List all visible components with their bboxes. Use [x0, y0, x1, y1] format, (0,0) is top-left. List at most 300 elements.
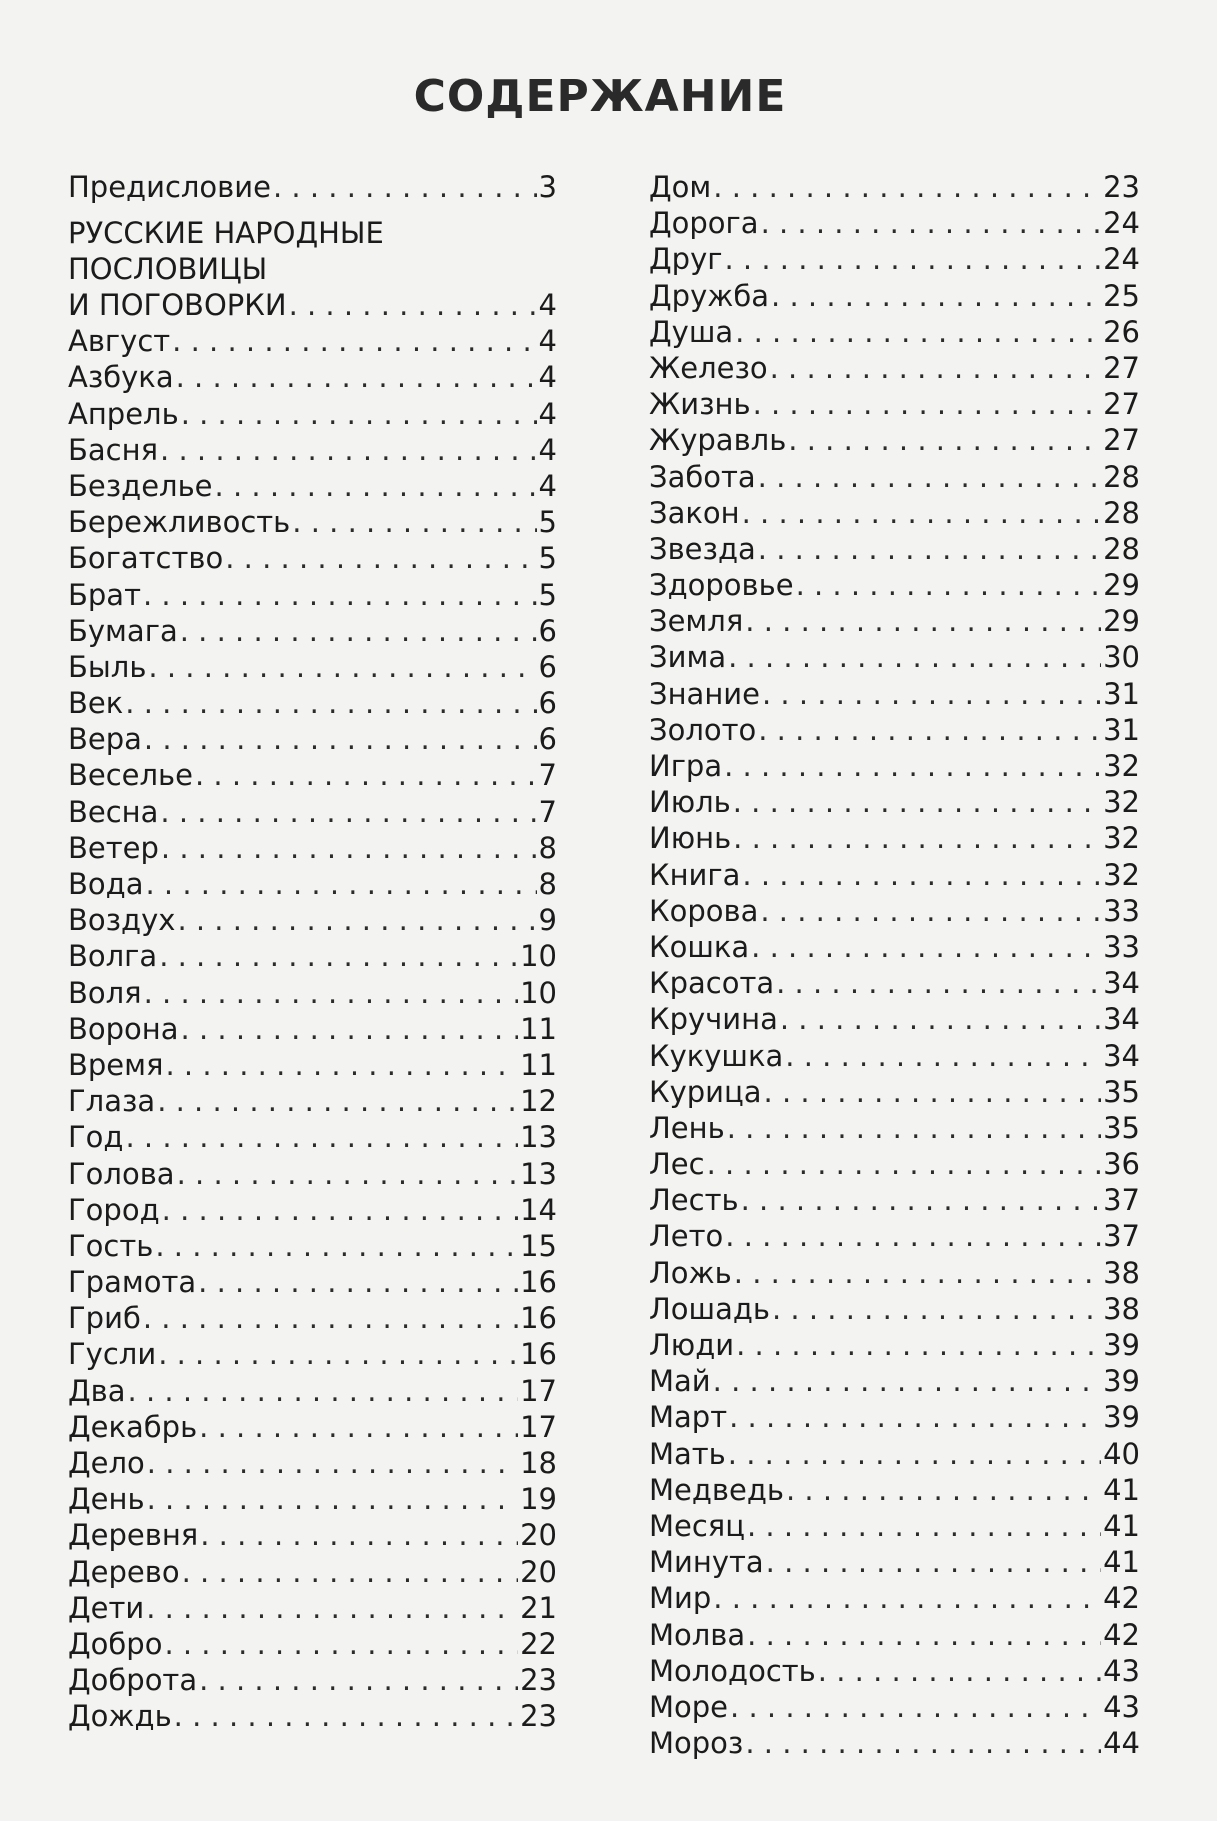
- toc-entry[interactable]: [68, 468, 557, 504]
- section-heading[interactable]: [68, 215, 557, 323]
- toc-entry[interactable]: [68, 1517, 557, 1553]
- dot-leader: [731, 820, 1101, 856]
- toc-entry[interactable]: [68, 938, 557, 974]
- entry-page-number: 16: [520, 1337, 557, 1372]
- entry-page-number: 24: [1103, 206, 1140, 241]
- entry-title: И ПОГОВОРКИ: [68, 288, 287, 323]
- entry-page-number: 43: [1103, 1653, 1140, 1688]
- dot-leader: [179, 396, 537, 432]
- entry-title: Город: [68, 1192, 160, 1227]
- dot-leader: [727, 1399, 1101, 1435]
- entry-title: Безделье: [68, 468, 213, 503]
- entry-page-number: 4: [538, 288, 557, 323]
- toc-entry[interactable]: [649, 929, 1140, 965]
- toc-entry[interactable]: [68, 794, 557, 830]
- entry-title: Лето: [649, 1219, 724, 1254]
- entry-title: Воздух: [68, 903, 176, 938]
- entry-title: Бережливость: [68, 505, 291, 540]
- entry-page-number: 33: [1103, 929, 1140, 964]
- entry-page-number: 4: [538, 324, 557, 359]
- entry-page-number: 39: [1103, 1364, 1140, 1399]
- entry-page-number: 3: [538, 170, 557, 204]
- dot-leader: [759, 205, 1102, 241]
- entry-page-number: 17: [520, 1373, 557, 1408]
- dot-leader: [740, 857, 1101, 893]
- toc-entry[interactable]: [68, 1119, 557, 1155]
- dot-leader: [197, 1409, 518, 1445]
- toc-entry[interactable]: [649, 169, 1140, 205]
- toc-entry[interactable]: [649, 531, 1140, 567]
- toc-entry[interactable]: [68, 685, 557, 721]
- dot-leader: [783, 1038, 1101, 1074]
- toc-entry[interactable]: [68, 830, 557, 866]
- dot-leader: [163, 1047, 518, 1083]
- entry-title: Дети: [68, 1590, 145, 1625]
- toc-entry[interactable]: [68, 1336, 557, 1372]
- dot-leader: [213, 468, 537, 504]
- entry-page-number: 22: [520, 1626, 557, 1661]
- entry-page-number: 39: [1103, 1328, 1140, 1362]
- dot-leader: [731, 784, 1101, 820]
- toc-entry[interactable]: [649, 1472, 1140, 1508]
- entry-title: Время: [68, 1047, 164, 1082]
- entry-title: Предисловие: [68, 170, 271, 204]
- entry-page-number: 23: [1103, 170, 1140, 204]
- toc-entry[interactable]: [68, 1156, 557, 1192]
- entry-page-number: 31: [1103, 676, 1140, 711]
- entry-title: Минута: [649, 1545, 764, 1580]
- dot-leader: [144, 1590, 518, 1626]
- toc-entry[interactable]: [68, 1192, 557, 1228]
- entry-page-number: 4: [538, 360, 557, 395]
- toc-entry[interactable]: [68, 504, 557, 540]
- entry-page-number: 36: [1103, 1147, 1140, 1182]
- entry-title: Басня: [68, 432, 159, 467]
- dot-leader: [180, 1554, 519, 1590]
- entry-title: Лошадь: [649, 1291, 770, 1326]
- entry-title: Дом: [649, 170, 712, 204]
- entry-title: Грамота: [68, 1265, 197, 1300]
- entry-title: Лес: [649, 1147, 705, 1182]
- dot-leader: [745, 1508, 1101, 1544]
- dot-leader: [774, 965, 1101, 1001]
- entry-title: Дождь: [68, 1699, 172, 1734]
- toc-entry[interactable]: [649, 314, 1140, 350]
- dot-leader: [764, 1544, 1101, 1580]
- entry-title: Воля: [68, 975, 142, 1010]
- entry-title: Год: [68, 1120, 124, 1155]
- dot-leader: [271, 169, 537, 205]
- dot-leader: [725, 1110, 1101, 1146]
- entry-page-number: 6: [538, 649, 557, 684]
- toc-entry[interactable]: [649, 965, 1140, 1001]
- toc-entry[interactable]: [68, 1409, 557, 1445]
- entry-title: Быль: [68, 649, 147, 684]
- entry-title: Два: [68, 1373, 126, 1408]
- entry-title: Азбука: [68, 360, 174, 395]
- entry-page-number: 39: [1103, 1400, 1140, 1435]
- toc-entry[interactable]: [649, 893, 1140, 929]
- dot-leader: [723, 1218, 1101, 1254]
- entry-title: Июнь: [649, 821, 732, 856]
- entry-page-number: 27: [1103, 387, 1140, 422]
- toc-entry[interactable]: [68, 757, 557, 793]
- dot-leader: [756, 459, 1101, 495]
- entry-title: Бумага: [68, 613, 178, 648]
- toc-entry[interactable]: [68, 432, 557, 468]
- entry-title: Брат: [68, 577, 141, 612]
- toc-left-column: [68, 169, 557, 1735]
- entry-page-number: 42: [1103, 1617, 1140, 1652]
- dot-leader: [153, 1228, 518, 1264]
- entry-title: Август: [68, 324, 171, 359]
- toc-entry[interactable]: [649, 857, 1140, 893]
- toc-entry[interactable]: [649, 1544, 1140, 1580]
- dot-leader: [141, 1300, 518, 1336]
- toc-entry[interactable]: [68, 1264, 557, 1300]
- entry-title: Медведь: [649, 1472, 784, 1507]
- dot-leader: [170, 323, 536, 359]
- dot-leader: [756, 531, 1101, 567]
- entry-page-number: 34: [1103, 1038, 1140, 1073]
- toc-entry[interactable]: [68, 902, 557, 938]
- dot-leader: [156, 1336, 518, 1372]
- entry-title: Мир: [649, 1581, 712, 1616]
- toc-entry-preface[interactable]: [68, 169, 557, 205]
- toc-entry[interactable]: [68, 1373, 557, 1409]
- dot-leader: [143, 866, 536, 902]
- toc-entry[interactable]: [649, 1038, 1140, 1074]
- dot-leader: [141, 577, 537, 613]
- dot-leader: [762, 1074, 1102, 1110]
- entry-title: Друг: [649, 242, 723, 277]
- entry-title: Книга: [649, 857, 741, 892]
- entry-title: Люди: [649, 1328, 735, 1362]
- entry-page-number: 11: [520, 1011, 557, 1046]
- dot-leader: [751, 386, 1102, 422]
- toc-right-entries: [649, 169, 1140, 1761]
- dot-leader: [178, 613, 537, 649]
- toc-entry[interactable]: [68, 1698, 557, 1734]
- entry-title: Вода: [68, 867, 144, 901]
- entry-page-number: 20: [520, 1554, 557, 1589]
- entry-title: Забота: [649, 459, 756, 494]
- entry-title: Мать: [649, 1436, 726, 1471]
- dot-leader: [290, 504, 536, 540]
- entry-page-number: 34: [1103, 1002, 1140, 1037]
- toc-entry[interactable]: [649, 1580, 1140, 1616]
- toc-entry[interactable]: [649, 459, 1140, 495]
- dot-leader: [743, 603, 1101, 639]
- entry-title: Волга: [68, 939, 158, 974]
- entry-title: Золото: [649, 712, 757, 747]
- toc-entry[interactable]: [649, 784, 1140, 820]
- toc-entry[interactable]: [649, 1399, 1140, 1435]
- dot-leader: [743, 1725, 1101, 1761]
- toc-entry[interactable]: [649, 676, 1140, 712]
- dot-leader: [711, 1363, 1101, 1399]
- entry-page-number: 29: [1103, 604, 1140, 639]
- entry-page-number: 10: [520, 939, 557, 974]
- dot-leader: [158, 432, 537, 468]
- entry-page-number: 33: [1103, 893, 1140, 928]
- toc-entry[interactable]: [68, 1445, 557, 1481]
- section-heading-last-line: [68, 287, 557, 323]
- toc-entry[interactable]: [68, 1590, 557, 1626]
- entry-title: Знание: [649, 676, 760, 711]
- entry-page-number: 29: [1103, 568, 1140, 603]
- entry-page-number: 32: [1103, 857, 1140, 892]
- dot-leader: [711, 169, 1101, 205]
- entry-page-number: 28: [1103, 459, 1140, 494]
- dot-leader: [158, 794, 536, 830]
- entry-page-number: 17: [520, 1409, 557, 1444]
- toc-entry[interactable]: [649, 712, 1140, 748]
- entry-title: Закон: [649, 495, 740, 530]
- toc-entry[interactable]: [68, 540, 557, 576]
- entry-page-number: 35: [1103, 1074, 1140, 1109]
- toc-entry[interactable]: [68, 396, 557, 432]
- entry-page-number: 4: [538, 396, 557, 431]
- entry-title: Месяц: [649, 1508, 745, 1543]
- toc-entry[interactable]: [649, 1110, 1140, 1146]
- entry-title: Душа: [649, 314, 734, 349]
- entry-title: Ветер: [68, 830, 159, 865]
- entry-title: Богатство: [68, 541, 224, 576]
- toc-right-column: [649, 169, 1140, 1761]
- entry-title: Жизнь: [649, 387, 751, 422]
- toc-entry[interactable]: [649, 241, 1140, 277]
- dot-leader: [722, 241, 1101, 277]
- dot-leader: [732, 1255, 1101, 1291]
- entry-page-number: 42: [1103, 1581, 1140, 1616]
- toc-entry[interactable]: [649, 1146, 1140, 1182]
- entry-title: Море: [649, 1689, 729, 1724]
- entry-title: Веселье: [68, 758, 193, 793]
- entry-page-number: 32: [1103, 785, 1140, 820]
- toc-entry[interactable]: [68, 1047, 557, 1083]
- dot-leader: [193, 757, 537, 793]
- entry-title: Добро: [68, 1626, 163, 1661]
- toc-entry[interactable]: [649, 1182, 1140, 1218]
- entry-page-number: 41: [1103, 1508, 1140, 1543]
- entry-page-number: 15: [520, 1228, 557, 1263]
- toc-entry[interactable]: [68, 721, 557, 757]
- entry-title: Дело: [68, 1446, 145, 1480]
- dot-leader: [756, 712, 1101, 748]
- dot-leader: [760, 676, 1101, 712]
- entry-title: День: [68, 1482, 145, 1517]
- toc-entry[interactable]: [649, 1689, 1140, 1725]
- toc-entry[interactable]: [68, 975, 557, 1011]
- dot-leader: [223, 540, 536, 576]
- toc-entry[interactable]: [68, 1228, 557, 1264]
- dot-leader: [196, 1264, 518, 1300]
- toc-entry[interactable]: [649, 278, 1140, 314]
- toc-entry[interactable]: [649, 1001, 1140, 1037]
- toc-entry[interactable]: [649, 1255, 1140, 1291]
- entry-title: Звезда: [649, 531, 756, 566]
- toc-entry[interactable]: [68, 359, 557, 395]
- toc-entry[interactable]: [649, 1363, 1140, 1399]
- dot-leader: [197, 1662, 518, 1698]
- entry-page-number: 13: [520, 1120, 557, 1155]
- toc-entry[interactable]: [68, 1662, 557, 1698]
- entry-title: Журавль: [649, 423, 787, 458]
- entry-page-number: 18: [520, 1446, 557, 1480]
- dot-leader: [733, 314, 1101, 350]
- entry-page-number: 6: [538, 722, 557, 757]
- toc-entry[interactable]: [649, 748, 1140, 784]
- dot-leader: [142, 721, 537, 757]
- entry-title: Лень: [649, 1110, 725, 1145]
- entry-title: Железо: [649, 350, 768, 385]
- toc-entry[interactable]: [649, 1617, 1140, 1653]
- page-title: СОДЕРЖАНИЕ: [413, 71, 787, 123]
- toc-entry[interactable]: [649, 603, 1140, 639]
- toc-entry[interactable]: [649, 495, 1140, 531]
- dot-leader: [758, 893, 1101, 929]
- toc-entry[interactable]: [68, 1481, 557, 1517]
- entry-page-number: 37: [1103, 1219, 1140, 1254]
- entry-page-number: 43: [1103, 1689, 1140, 1724]
- entry-title: Доброта: [68, 1663, 198, 1698]
- section-heading-line: ПОСЛОВИЦЫ: [68, 252, 268, 287]
- entry-page-number: 40: [1103, 1436, 1140, 1471]
- entry-title: Ложь: [649, 1255, 732, 1290]
- entry-title: Гриб: [68, 1301, 141, 1336]
- entry-title: Красота: [649, 966, 775, 1001]
- entry-page-number: 20: [520, 1518, 557, 1553]
- toc-entry[interactable]: [68, 866, 557, 902]
- dot-leader: [123, 685, 536, 721]
- entry-page-number: 9: [538, 903, 557, 938]
- entry-title: Здоровье: [649, 568, 794, 603]
- entry-page-number: 28: [1103, 495, 1140, 530]
- toc-entry[interactable]: [68, 1626, 557, 1662]
- entry-page-number: 10: [520, 975, 557, 1010]
- entry-page-number: 8: [538, 867, 557, 901]
- dot-leader: [175, 902, 536, 938]
- toc-entry[interactable]: [649, 422, 1140, 458]
- dot-leader: [145, 1445, 518, 1481]
- toc-entry[interactable]: [68, 577, 557, 613]
- dot-leader: [155, 1083, 518, 1119]
- entry-title: Весна: [68, 794, 159, 829]
- dot-leader: [728, 1689, 1101, 1725]
- toc-entry[interactable]: [649, 820, 1140, 856]
- toc-entry[interactable]: [68, 1083, 557, 1119]
- entry-page-number: 13: [520, 1156, 557, 1191]
- dot-leader: [162, 1626, 518, 1662]
- entry-page-number: 5: [538, 577, 557, 612]
- entry-page-number: 25: [1103, 278, 1140, 313]
- dot-leader: [745, 1617, 1101, 1653]
- toc-entry[interactable]: [649, 350, 1140, 386]
- dot-leader: [172, 1698, 518, 1734]
- toc-entry[interactable]: [68, 649, 557, 685]
- entry-page-number: 5: [538, 505, 557, 540]
- toc-entry[interactable]: [649, 639, 1140, 675]
- entry-title: Молодость: [649, 1653, 816, 1688]
- toc-entry[interactable]: [68, 1300, 557, 1336]
- entry-title: Корова: [649, 893, 759, 928]
- entry-title: Кручина: [649, 1002, 778, 1037]
- toc-entry[interactable]: [68, 613, 557, 649]
- dot-leader: [179, 1011, 519, 1047]
- toc-entry[interactable]: [649, 1074, 1140, 1110]
- entry-title: Май: [649, 1364, 711, 1399]
- entry-title: Гость: [68, 1228, 154, 1263]
- entry-page-number: 30: [1103, 640, 1140, 675]
- dot-leader: [159, 830, 537, 866]
- toc-entry[interactable]: [649, 386, 1140, 422]
- entry-title: Мороз: [649, 1726, 744, 1761]
- entry-title: Кошка: [649, 929, 750, 964]
- dot-leader: [778, 1001, 1101, 1037]
- entry-page-number: 26: [1103, 314, 1140, 349]
- toc-entry[interactable]: [68, 323, 557, 359]
- entry-page-number: 6: [538, 686, 557, 721]
- entry-title: Лесть: [649, 1183, 739, 1218]
- toc-entry[interactable]: [649, 1218, 1140, 1254]
- toc-entry[interactable]: [649, 205, 1140, 241]
- entry-title: Глаза: [68, 1084, 156, 1119]
- entry-title: Гусли: [68, 1337, 157, 1372]
- toc-entry[interactable]: [649, 1436, 1140, 1472]
- dot-leader: [705, 1146, 1102, 1182]
- dot-leader: [768, 350, 1101, 386]
- entry-title: Декабрь: [68, 1409, 198, 1444]
- entry-title: Ворона: [68, 1011, 179, 1046]
- entry-title: Март: [649, 1400, 728, 1435]
- toc-entry[interactable]: [649, 1653, 1140, 1689]
- entry-title: Деревня: [68, 1518, 199, 1553]
- entry-title: Апрель: [68, 396, 179, 431]
- dot-leader: [722, 748, 1101, 784]
- dot-leader: [786, 422, 1101, 458]
- toc-entry[interactable]: [68, 1011, 557, 1047]
- toc-entry[interactable]: [649, 1327, 1140, 1363]
- toc-entry[interactable]: [649, 567, 1140, 603]
- toc-entry[interactable]: [649, 1291, 1140, 1327]
- entry-page-number: 27: [1103, 423, 1140, 458]
- entry-page-number: 28: [1103, 531, 1140, 566]
- entry-page-number: 6: [538, 613, 557, 648]
- entry-page-number: 7: [538, 794, 557, 829]
- entry-title: Земля: [649, 604, 744, 639]
- entry-page-number: 12: [520, 1084, 557, 1119]
- dot-leader: [123, 1119, 518, 1155]
- dot-leader: [174, 359, 537, 395]
- dot-leader: [142, 975, 518, 1011]
- toc-entry[interactable]: [649, 1725, 1140, 1761]
- dot-leader: [770, 1291, 1101, 1327]
- dot-leader: [126, 1373, 519, 1409]
- entry-title: Молва: [649, 1617, 746, 1652]
- toc-entry[interactable]: [649, 1508, 1140, 1544]
- entry-page-number: 37: [1103, 1183, 1140, 1218]
- toc-entry[interactable]: [68, 1554, 557, 1590]
- entry-page-number: 19: [520, 1482, 557, 1517]
- toc-left-entries: [68, 323, 557, 1734]
- section-heading-line: РУССКИЕ НАРОДНЫЕ: [68, 216, 384, 251]
- dot-leader: [160, 1192, 518, 1228]
- entry-page-number: 23: [520, 1663, 557, 1698]
- entry-title: Голова: [68, 1156, 175, 1191]
- entry-title: Дерево: [68, 1554, 180, 1589]
- entry-page-number: 41: [1103, 1545, 1140, 1580]
